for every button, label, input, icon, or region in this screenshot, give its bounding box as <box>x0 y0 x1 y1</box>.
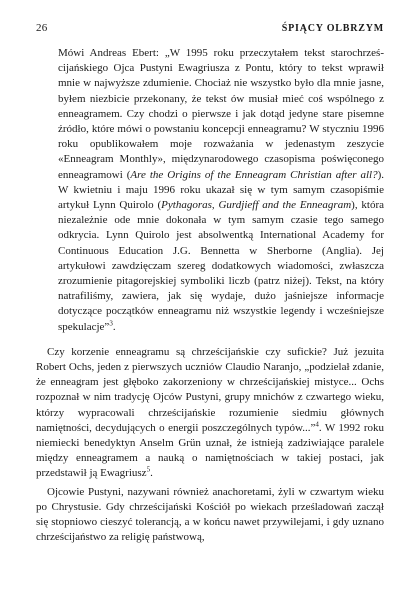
footnote-marker-4: 4 <box>315 420 319 429</box>
quote-text-1: Mówi Andreas Ebert: „W 1995 roku przeczytałem tekst starochrześcijańskiego Ojca Pustyni Ewagriusza z Pontu, który to tekst wprawił mnie w najwyższe zdumienie. Chociaż nie wszystko było dla mnie jasne, byłem niezbicie przekonany, że tekst ów musiał mieć coś wspólnego z enneagramem. Czy chodzi o pierwsze i jak dotąd jedyne stare pisemne źródło, które mówi o powstaniu koncepcji enneagramu? W styczniu 1996 roku opublikowałem moje rozważania w jedenastym zeszycie «Enneagram Monthly», międzynarodowego czasopisma poświęconego enneagramowi ( <box>58 47 384 181</box>
body-text-2: Ojcowie Pustyni, nazywani również anachoretami, żyli w czwartym wieku po Chrystusie. Gdy chrześcijański Kościół po wiekach prześladowań zaczął się stopniowo cieszyć tolerancją, a w końcu nawet przywilejami, i gdy uznano chrześcijaństwo za religię państwową, <box>36 485 384 544</box>
block-quote <box>58 46 384 335</box>
body-paragraph-1 <box>36 345 384 482</box>
page-content <box>36 46 384 549</box>
quote-article-title-2: Pythagoras, Gurdjieff and the Enneagram <box>161 199 352 212</box>
running-title: ŚPIĄCY OLBRZYM <box>281 23 384 34</box>
body-text-1a: Czy korzenie enneagramu są chrześcijańskie czy sufickie? Już jezuita Robert Ochs, jeden z pierwszych uczniów Claudio Naranjo, „podzielał zdanie, że enneagram jest głęboko zakorzeniony w chrześcijańskiej mistyce... Ochs rozpoznał w nim tradycję Ojców Pustyni, grupy mnichów z czwartego wieku, którzy wypracowali chrześcijańskie rozumienie siedmiu głównych namiętności, decydujących o energii poszczególnych typów...” <box>36 345 384 434</box>
page-header <box>36 22 384 36</box>
body-text-1b: . W 1992 roku niemiecki benedyktyn Anselm Grün uznał, że istnieją zadziwiające paralele między enneagramem a nauką o namiętnościach w takiej postaci, jak przedstawił ją Ewagriusz <box>36 421 384 480</box>
footnote-marker-5: 5 <box>146 465 151 474</box>
quote-text-3: ), która niezależnie ode mnie dokonała w tym samym czasie tego samego odkrycia. Lynn Quirolo jest absolwentką International Academy for Continuous Education J.G. Bennetta w Sherborne (Anglia). Jej artykułowi zawdzięczam szereg dodatkowych wiadomości, zwłaszcza zrozumienie pitagorejskiej symboliki liczb (patrz niżej). Tekst, na który natrafiliśmy, zawiera, jak się wydaje, dużo jaśniejsze informacje dotyczące początków enneagramu niż wszystkie legendy i wcześniejsze spekulacje” <box>58 199 385 333</box>
quote-paragraph <box>58 46 384 335</box>
footnote-marker-3: 3 <box>109 319 113 327</box>
quote-article-title-1: Are the Origins of the Enneagram Christian after all? <box>130 168 378 181</box>
quote-text-2: ). W kwietniu i maju 1996 roku ukazał się w tym samym czasopiśmie artykuł Lynn Quirolo ( <box>58 168 384 212</box>
body-text-1c: . <box>150 467 153 480</box>
body-paragraph-2 <box>36 485 384 546</box>
quote-text-end: . <box>112 320 116 333</box>
page-number: 26 <box>36 22 48 34</box>
